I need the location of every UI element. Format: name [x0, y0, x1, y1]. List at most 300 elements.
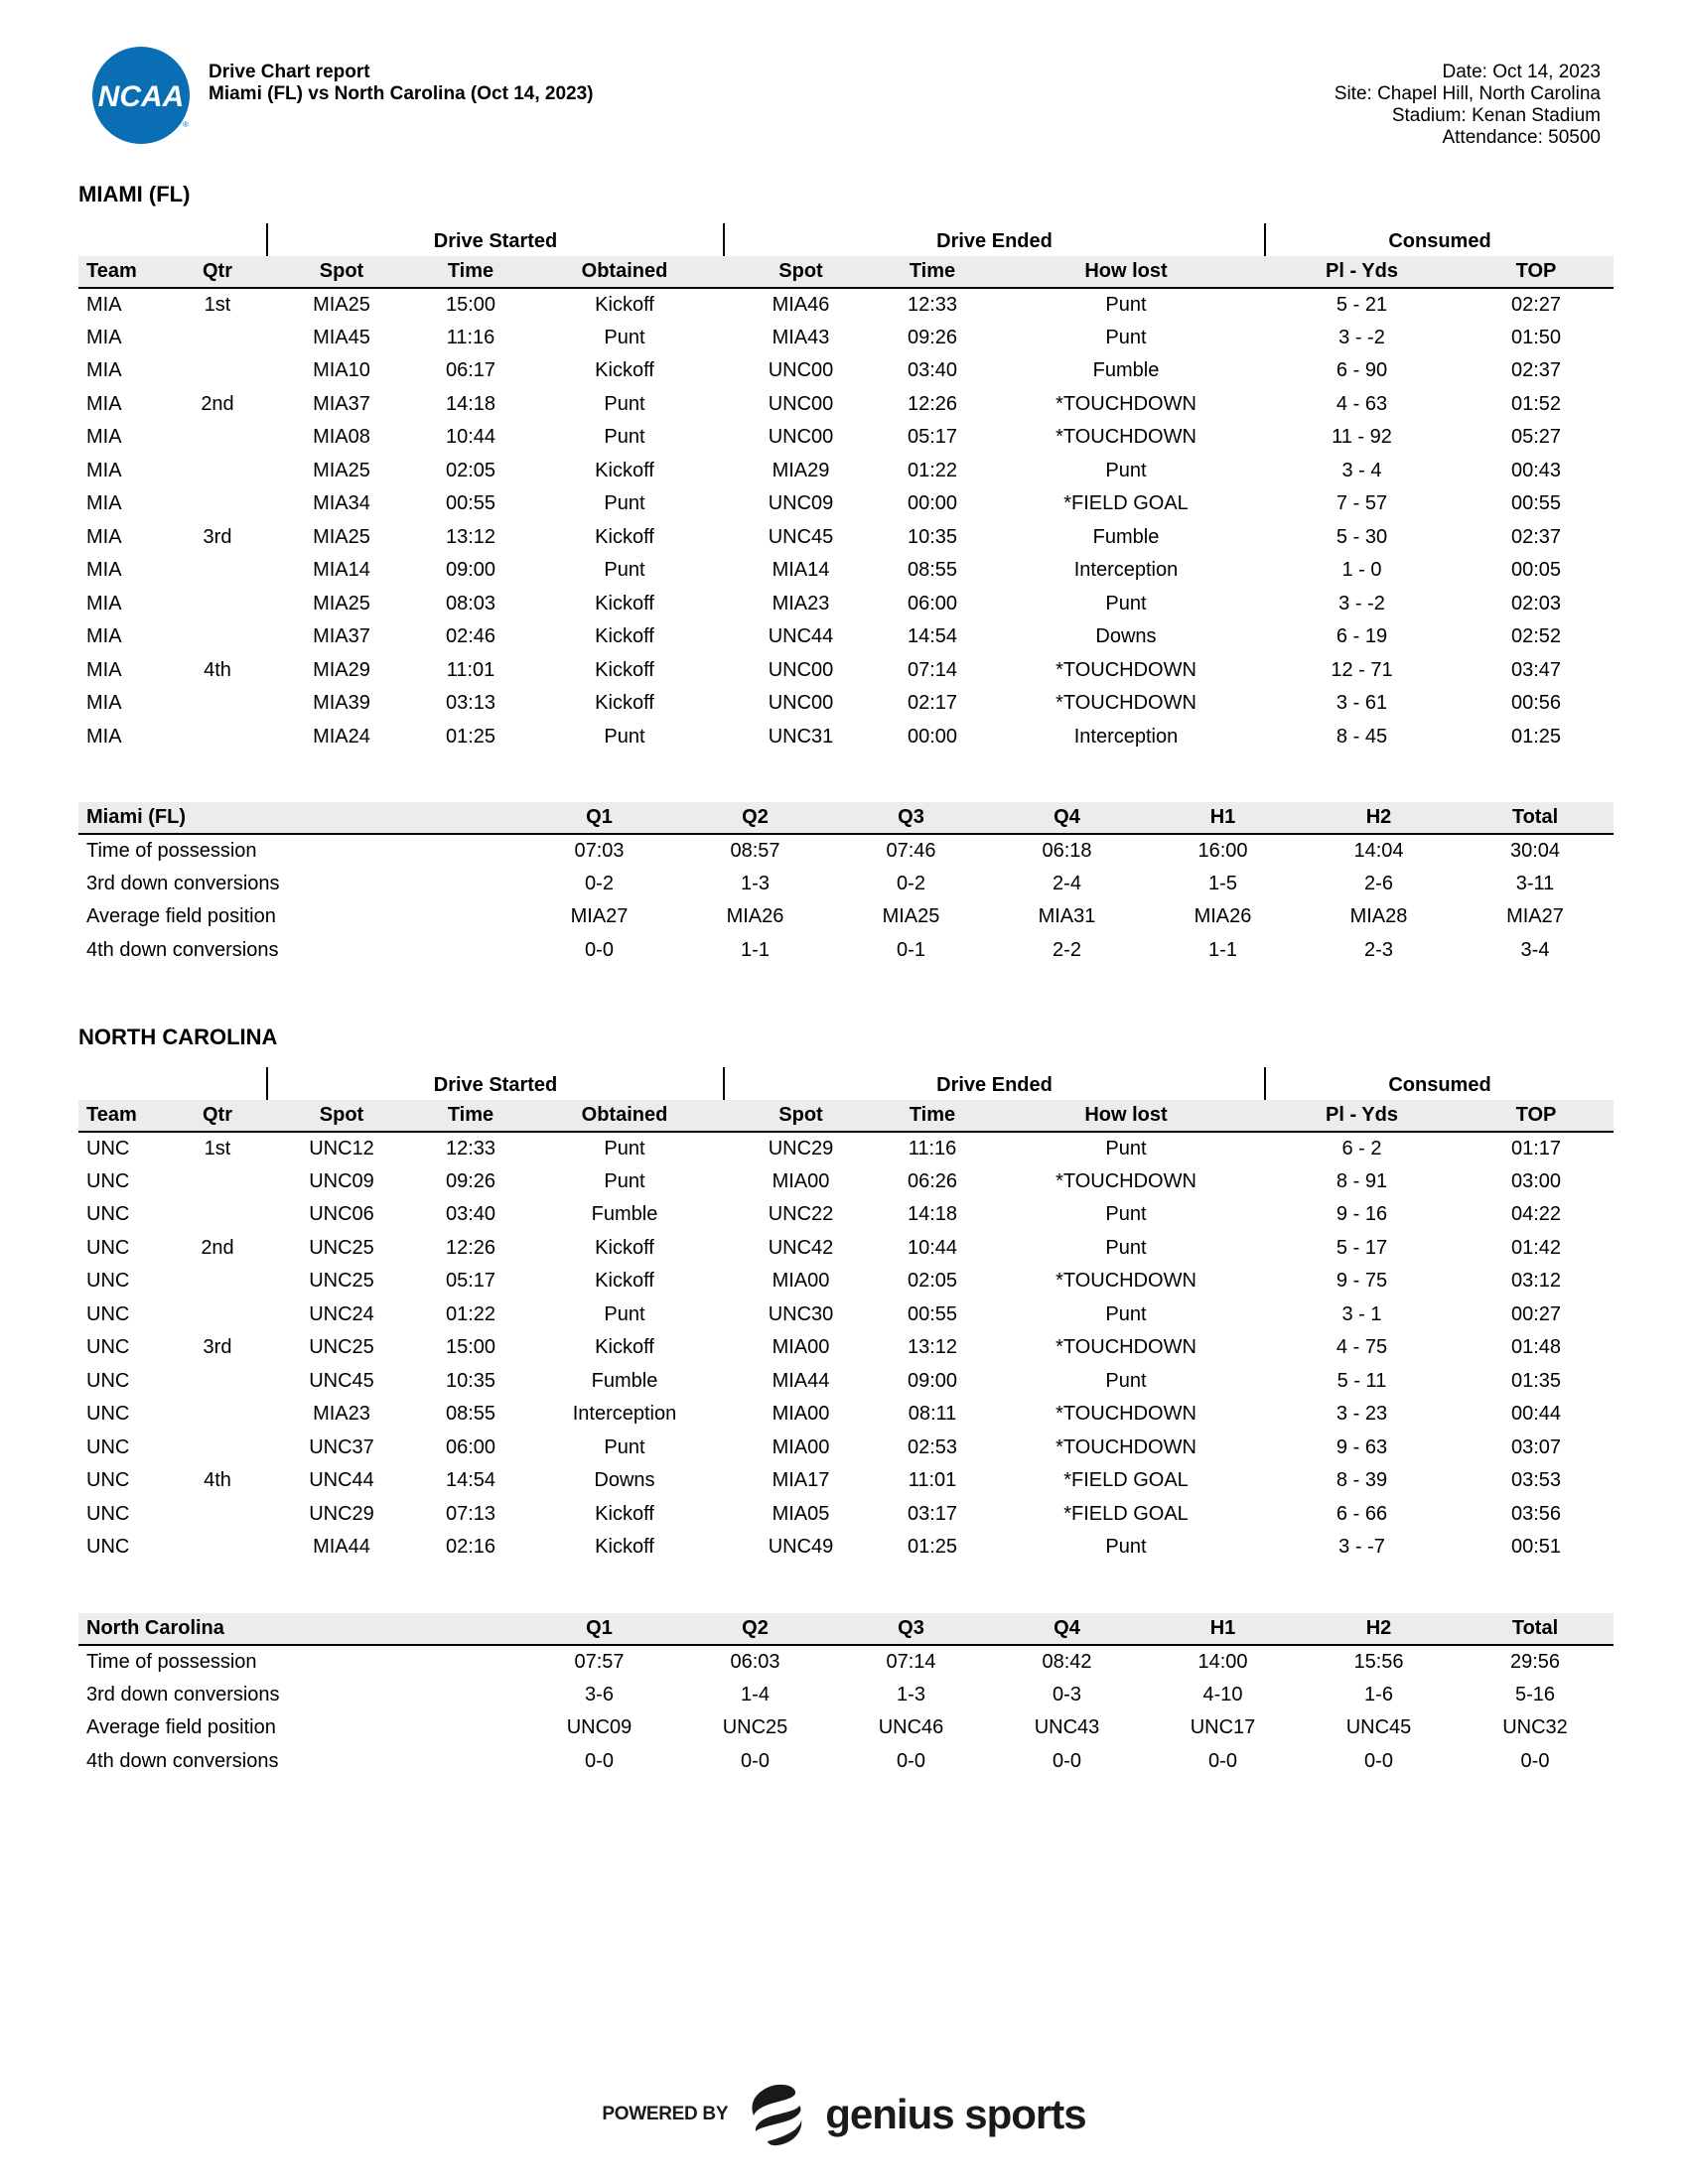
drive-cell: Fumble — [591, 1369, 658, 1392]
drive-cell: 5 - 30 — [1336, 525, 1388, 548]
summary-cell: MIA25 — [882, 905, 940, 928]
drive-cell: Kickoff — [595, 692, 654, 715]
drive-cell: MIA45 — [313, 326, 370, 348]
drive-cell: MIA10 — [313, 359, 370, 382]
drive-cell: *TOUCHDOWN — [1055, 1336, 1196, 1359]
summary-cell: 1-5 — [1208, 872, 1237, 894]
drive-cell: Kickoff — [595, 1336, 654, 1359]
drive-cell: 07:14 — [907, 658, 958, 681]
drive-cell: *TOUCHDOWN — [1055, 1169, 1196, 1192]
drive-cell: UNC25 — [309, 1270, 374, 1293]
drive-cell: 02:52 — [1510, 625, 1562, 648]
column-header: TOP — [1459, 256, 1614, 288]
summary-cell: 08:57 — [730, 839, 780, 862]
drive-cell: 1st — [204, 293, 231, 316]
drive-row — [78, 1265, 1614, 1298]
group-consumed: Consumed — [1265, 223, 1614, 256]
drive-cell: UNC — [86, 1435, 130, 1458]
drive-cell: MIA23 — [313, 1403, 370, 1426]
summary-cell: 07:03 — [574, 839, 625, 862]
summary-cell: UNC17 — [1190, 1716, 1256, 1739]
drive-cell: 9 - 16 — [1336, 1203, 1388, 1226]
drive-row — [78, 322, 1614, 355]
drive-cell: 10:44 — [445, 426, 496, 449]
drive-cell: 03:40 — [445, 1203, 496, 1226]
matchup-title: Miami (FL) vs North Carolina (Oct 14, 2023) — [209, 83, 594, 104]
drive-cell: UNC — [86, 1369, 130, 1392]
drive-cell: 00:27 — [1510, 1302, 1562, 1325]
drive-cell: Fumble — [591, 1203, 658, 1226]
drive-cell: UNC24 — [309, 1302, 374, 1325]
drive-cell: MIA — [86, 592, 122, 614]
drive-row — [78, 1432, 1614, 1465]
drive-cell: UNC30 — [768, 1302, 834, 1325]
drive-cell: MIA14 — [313, 559, 370, 582]
report-title-block — [209, 62, 593, 105]
drive-cell: 00:00 — [907, 492, 958, 515]
drive-cell: MIA — [86, 392, 122, 415]
drive-cell — [168, 1398, 267, 1432]
drive-cell: *TOUCHDOWN — [1055, 658, 1196, 681]
drive-cell — [168, 1198, 267, 1232]
drive-cell: UNC00 — [768, 658, 834, 681]
summary-column-header: H1 — [1145, 1613, 1301, 1645]
drive-cell: UNC31 — [768, 725, 834, 748]
drive-row — [78, 521, 1614, 555]
drive-cell — [168, 1531, 267, 1565]
drive-cell: 01:52 — [1510, 392, 1562, 415]
drive-cell — [168, 554, 267, 588]
drive-cell: 14:54 — [445, 1469, 496, 1492]
svg-text:®: ® — [183, 120, 189, 129]
drive-row — [78, 588, 1614, 621]
drive-row — [78, 421, 1614, 455]
drive-cell: MIA23 — [772, 592, 830, 614]
drive-cell: 3 - 61 — [1336, 692, 1388, 715]
miami-section-title: MIAMI (FL) — [78, 182, 191, 206]
column-header: Team — [78, 1100, 168, 1132]
drive-cell: Punt — [604, 492, 645, 515]
drive-cell: UNC — [86, 1302, 130, 1325]
drive-cell: MIA08 — [313, 426, 370, 449]
summary-cell: 0-0 — [1364, 1749, 1393, 1772]
drive-cell — [168, 1432, 267, 1465]
drive-cell: MIA — [86, 625, 122, 648]
drive-cell: 03:00 — [1510, 1169, 1562, 1192]
column-header-row — [78, 256, 1614, 288]
drive-row — [78, 354, 1614, 388]
drive-cell: UNC29 — [768, 1137, 834, 1160]
drive-cell: 5 - 21 — [1336, 293, 1388, 316]
drive-cell: 02:17 — [907, 692, 958, 715]
summary-column-header: H2 — [1301, 802, 1457, 834]
drive-cell: Punt — [1105, 1137, 1147, 1160]
column-header: Qtr — [168, 1100, 267, 1132]
summary-cell: 06:03 — [730, 1650, 780, 1673]
drive-cell: 08:11 — [908, 1403, 957, 1426]
drive-cell: 3 - 4 — [1341, 459, 1382, 481]
drive-cell: 01:25 — [445, 725, 496, 748]
summary-column-header: H1 — [1145, 802, 1301, 834]
summary-column-header: Q4 — [989, 1613, 1145, 1645]
drive-cell: 8 - 39 — [1336, 1469, 1388, 1492]
drive-cell: 02:03 — [1510, 592, 1562, 614]
drive-cell: MIA29 — [772, 459, 830, 481]
column-header: Team — [78, 256, 168, 288]
column-header: Qtr — [168, 256, 267, 288]
drive-cell: 4 - 75 — [1336, 1336, 1388, 1359]
summary-cell: 1-6 — [1364, 1683, 1393, 1706]
drive-cell: MIA00 — [772, 1435, 830, 1458]
drive-cell: UNC00 — [768, 392, 834, 415]
drive-cell: MIA44 — [313, 1536, 370, 1559]
column-header: Time — [416, 256, 525, 288]
drive-cell: Punt — [604, 1435, 645, 1458]
footer-branding — [0, 2075, 1688, 2154]
drive-cell: 03:53 — [1510, 1469, 1562, 1492]
unc-drive-table — [78, 1067, 1614, 1565]
summary-cell: MIA31 — [1038, 905, 1096, 928]
drive-row — [78, 1198, 1614, 1232]
summary-cell: 07:46 — [886, 839, 936, 862]
drive-cell: 4th — [204, 658, 231, 681]
drive-row — [78, 1498, 1614, 1532]
drive-row — [78, 620, 1614, 654]
drive-cell: MIA — [86, 492, 122, 515]
summary-cell: 3-6 — [585, 1683, 614, 1706]
summary-cell: UNC09 — [566, 1716, 633, 1739]
report-header — [0, 0, 1688, 159]
drive-cell: 4 - 63 — [1336, 392, 1388, 415]
drive-cell: MIA — [86, 359, 122, 382]
drive-cell: MIA — [86, 459, 122, 481]
drive-cell: 6 - 66 — [1336, 1502, 1388, 1525]
drive-cell: *TOUCHDOWN — [1055, 1403, 1196, 1426]
drive-cell: 7 - 57 — [1336, 492, 1388, 515]
drive-cell: Punt — [604, 559, 645, 582]
summary-column-header: Q2 — [677, 802, 833, 834]
drive-cell: Punt — [604, 392, 645, 415]
drive-cell: UNC44 — [309, 1469, 374, 1492]
summary-row — [78, 934, 1614, 968]
drive-cell: 09:00 — [907, 1369, 958, 1392]
drive-cell: 3 - -2 — [1338, 592, 1385, 614]
drive-cell: 14:18 — [445, 392, 496, 415]
drive-cell: 6 - 90 — [1336, 359, 1388, 382]
drive-cell: 2nd — [201, 1236, 234, 1259]
drive-cell: UNC37 — [309, 1435, 374, 1458]
drive-cell: UNC — [86, 1169, 130, 1192]
drive-cell: 12:26 — [907, 392, 958, 415]
summary-stat-label: Average field position — [86, 1716, 276, 1739]
drive-row — [78, 1365, 1614, 1399]
summary-cell: 5-16 — [1514, 1683, 1556, 1706]
drive-cell: 03:12 — [1510, 1270, 1562, 1293]
column-header: Time — [416, 1100, 525, 1132]
drive-cell — [168, 1365, 267, 1399]
drive-cell: Punt — [1105, 1236, 1147, 1259]
drive-cell: UNC09 — [309, 1169, 374, 1192]
drive-cell: 01:35 — [1510, 1369, 1562, 1392]
drive-cell: 03:07 — [1510, 1435, 1562, 1458]
drive-cell: 02:16 — [445, 1536, 496, 1559]
drive-cell: Interception — [1073, 725, 1179, 748]
drive-cell: 09:26 — [907, 326, 958, 348]
svg-text:NCAA: NCAA — [97, 80, 185, 113]
drive-cell: Punt — [604, 326, 645, 348]
genius-sports-brand: genius sports — [825, 2091, 1086, 2137]
summary-column-header: Q1 — [521, 802, 677, 834]
summary-cell: 29:56 — [1509, 1650, 1561, 1673]
drive-cell: Kickoff — [595, 592, 654, 614]
summary-cell: 0-2 — [585, 872, 614, 894]
summary-cell: MIA27 — [570, 905, 629, 928]
drive-cell: MIA — [86, 326, 122, 348]
drive-cell: Punt — [604, 1302, 645, 1325]
drive-cell: 6 - 19 — [1336, 625, 1388, 648]
summary-cell: 0-0 — [1053, 1749, 1081, 1772]
drive-cell — [168, 455, 267, 488]
summary-cell: 0-0 — [897, 1749, 925, 1772]
drive-row — [78, 1165, 1614, 1199]
drive-cell: 00:44 — [1510, 1403, 1562, 1426]
drive-cell: 08:55 — [445, 1403, 496, 1426]
drive-cell: 12:33 — [907, 293, 958, 316]
drive-cell: Kickoff — [595, 1536, 654, 1559]
summary-cell: 0-0 — [585, 938, 614, 961]
summary-column-header: Q1 — [521, 1613, 677, 1645]
drive-row — [78, 1464, 1614, 1498]
drive-cell: UNC — [86, 1236, 130, 1259]
column-header: Obtained — [525, 1100, 724, 1132]
summary-cell: MIA27 — [1506, 905, 1564, 928]
drive-cell: 14:54 — [907, 625, 958, 648]
drive-cell: 06:17 — [445, 359, 496, 382]
drive-cell: UNC — [86, 1469, 130, 1492]
drive-cell: 06:26 — [907, 1169, 958, 1192]
summary-column-header: Q3 — [833, 802, 989, 834]
drive-cell: 08:03 — [445, 592, 496, 614]
drive-cell: 3rd — [203, 525, 232, 548]
drive-row — [78, 388, 1614, 422]
drive-cell: 14:18 — [907, 1203, 958, 1226]
summary-column-header: Q3 — [833, 1613, 989, 1645]
summary-cell: 2-3 — [1364, 938, 1393, 961]
drive-cell: Punt — [604, 1137, 645, 1160]
drive-cell: MIA — [86, 293, 122, 316]
drive-cell: Punt — [1105, 293, 1147, 316]
drive-cell: Kickoff — [595, 1502, 654, 1525]
column-header: Spot — [724, 256, 878, 288]
column-header: Pl - Yds — [1265, 1100, 1459, 1132]
powered-by-label: POWERED BY — [602, 2104, 729, 2124]
drive-cell: Punt — [604, 725, 645, 748]
column-group-row — [78, 1067, 1614, 1100]
drive-cell: MIA43 — [772, 326, 830, 348]
drive-cell: MIA25 — [313, 459, 370, 481]
drive-cell: *TOUCHDOWN — [1055, 426, 1196, 449]
summary-cell: 0-2 — [897, 872, 925, 894]
summary-cell: MIA26 — [1194, 905, 1252, 928]
drive-cell: 05:17 — [445, 1270, 496, 1293]
summary-row — [78, 1679, 1614, 1712]
drive-cell: UNC06 — [309, 1203, 374, 1226]
drive-cell: 9 - 63 — [1336, 1435, 1388, 1458]
drive-cell: 11:01 — [446, 658, 495, 681]
drive-cell: 00:55 — [445, 492, 496, 515]
drive-cell: 1 - 0 — [1341, 559, 1382, 582]
summary-cell: 07:14 — [886, 1650, 936, 1673]
summary-column-header: Q2 — [677, 1613, 833, 1645]
column-header: How lost — [987, 256, 1265, 288]
drive-cell: UNC — [86, 1203, 130, 1226]
drive-cell: 11:16 — [446, 326, 495, 348]
drive-cell: Punt — [604, 1169, 645, 1192]
column-header: Pl - Yds — [1265, 256, 1459, 288]
drive-row — [78, 487, 1614, 521]
drive-cell: 11:16 — [908, 1137, 957, 1160]
drive-cell — [168, 1498, 267, 1532]
drive-cell: UNC44 — [768, 625, 834, 648]
drive-cell: 13:12 — [907, 1336, 958, 1359]
drive-cell: MIA25 — [313, 293, 370, 316]
column-header: Spot — [267, 1100, 416, 1132]
drive-cell — [168, 354, 267, 388]
drive-cell: MIA29 — [313, 658, 370, 681]
drive-cell — [168, 687, 267, 721]
drive-cell: UNC00 — [768, 692, 834, 715]
drive-cell: 06:00 — [445, 1435, 496, 1458]
drive-cell: 8 - 91 — [1336, 1169, 1388, 1192]
summary-row — [78, 834, 1614, 868]
drive-row — [78, 1232, 1614, 1266]
game-attendance: Attendance: 50500 — [1442, 127, 1601, 148]
drive-row — [78, 1531, 1614, 1565]
drive-cell: 4th — [204, 1469, 231, 1492]
drive-cell: MIA — [86, 426, 122, 449]
report-title: Drive Chart report — [209, 62, 370, 82]
drive-cell: 13:12 — [445, 525, 496, 548]
summary-cell: MIA28 — [1349, 905, 1408, 928]
summary-stat-label: 4th down conversions — [86, 1749, 279, 1772]
summary-cell: 1-1 — [741, 938, 770, 961]
summary-cell: 0-3 — [1053, 1683, 1081, 1706]
summary-cell: 0-0 — [741, 1749, 770, 1772]
column-header: Obtained — [525, 256, 724, 288]
drive-cell: 3 - 23 — [1336, 1403, 1388, 1426]
summary-row — [78, 1645, 1614, 1679]
drive-cell: 03:17 — [907, 1502, 958, 1525]
drive-cell: UNC12 — [309, 1137, 374, 1160]
drive-cell: UNC25 — [309, 1236, 374, 1259]
summary-cell: 1-3 — [741, 872, 770, 894]
drive-cell: UNC09 — [768, 492, 834, 515]
drive-cell: 01:25 — [1510, 725, 1562, 748]
drive-cell: 05:27 — [1510, 426, 1562, 449]
drive-cell: UNC — [86, 1270, 130, 1293]
drive-cell: 2nd — [201, 392, 234, 415]
drive-cell: MIA00 — [772, 1403, 830, 1426]
drive-cell: MIA24 — [313, 725, 370, 748]
drive-cell: 15:00 — [445, 293, 496, 316]
drive-cell: Punt — [1105, 1536, 1147, 1559]
drive-cell: MIA05 — [772, 1502, 830, 1525]
drive-cell: UNC42 — [768, 1236, 834, 1259]
drive-cell: MIA37 — [313, 392, 370, 415]
drive-cell: *TOUCHDOWN — [1055, 392, 1196, 415]
summary-cell: 0-1 — [897, 938, 925, 961]
drive-cell: 5 - 11 — [1336, 1369, 1387, 1392]
drive-cell — [168, 1165, 267, 1199]
drive-cell: 09:26 — [445, 1169, 496, 1192]
drive-cell: *TOUCHDOWN — [1055, 692, 1196, 715]
drive-cell: 02:05 — [907, 1270, 958, 1293]
drive-cell: 02:53 — [907, 1435, 958, 1458]
drive-cell: 6 - 2 — [1341, 1137, 1382, 1160]
column-group-row — [78, 223, 1614, 256]
summary-row — [78, 1745, 1614, 1779]
game-meta — [1335, 62, 1601, 149]
drive-cell: MIA00 — [772, 1336, 830, 1359]
summary-cell: 1-4 — [741, 1683, 770, 1706]
drive-row — [78, 687, 1614, 721]
drive-cell: UNC — [86, 1403, 130, 1426]
drive-cell: Interception — [572, 1403, 677, 1426]
miami-drive-table — [78, 223, 1614, 753]
drive-cell — [168, 487, 267, 521]
drive-cell: 00:05 — [1510, 559, 1562, 582]
drive-cell: MIA — [86, 559, 122, 582]
drive-cell: UNC — [86, 1336, 130, 1359]
drive-row — [78, 1132, 1614, 1165]
group-consumed: Consumed — [1265, 1067, 1614, 1100]
summary-cell: 3-4 — [1520, 938, 1550, 961]
drive-cell: 07:13 — [445, 1502, 496, 1525]
drive-cell: 05:17 — [907, 426, 958, 449]
drive-cell: 00:56 — [1510, 692, 1562, 715]
drive-cell: 03:47 — [1510, 658, 1562, 681]
drive-cell: Downs — [1095, 625, 1157, 648]
drive-cell: MIA14 — [772, 559, 830, 582]
summary-cell: MIA26 — [726, 905, 784, 928]
drive-cell: MIA25 — [313, 592, 370, 614]
drive-cell: UNC29 — [309, 1502, 374, 1525]
drive-cell: 02:37 — [1510, 525, 1562, 548]
summary-stat-label: Time of possession — [86, 839, 257, 862]
drive-cell: Downs — [594, 1469, 655, 1492]
summary-cell: 4-10 — [1202, 1683, 1243, 1706]
drive-row — [78, 455, 1614, 488]
summary-cell: 0-0 — [585, 1749, 614, 1772]
group-drive-ended: Drive Ended — [724, 223, 1265, 256]
summary-column-header: Q4 — [989, 802, 1145, 834]
drive-cell: 01:17 — [1510, 1137, 1562, 1160]
summary-cell: 15:56 — [1353, 1650, 1404, 1673]
drive-cell: 01:25 — [907, 1536, 958, 1559]
drive-cell: UNC00 — [768, 426, 834, 449]
column-header: How lost — [987, 1100, 1265, 1132]
column-header: Time — [878, 1100, 987, 1132]
drive-cell: 08:55 — [907, 559, 958, 582]
drive-cell: MIA44 — [772, 1369, 830, 1392]
drive-cell — [168, 421, 267, 455]
group-drive-started: Drive Started — [267, 223, 724, 256]
drive-cell: MIA — [86, 525, 122, 548]
drive-row — [78, 554, 1614, 588]
drive-cell: 00:51 — [1510, 1536, 1562, 1559]
drive-cell: 01:22 — [445, 1302, 496, 1325]
summary-cell: 14:04 — [1353, 839, 1404, 862]
